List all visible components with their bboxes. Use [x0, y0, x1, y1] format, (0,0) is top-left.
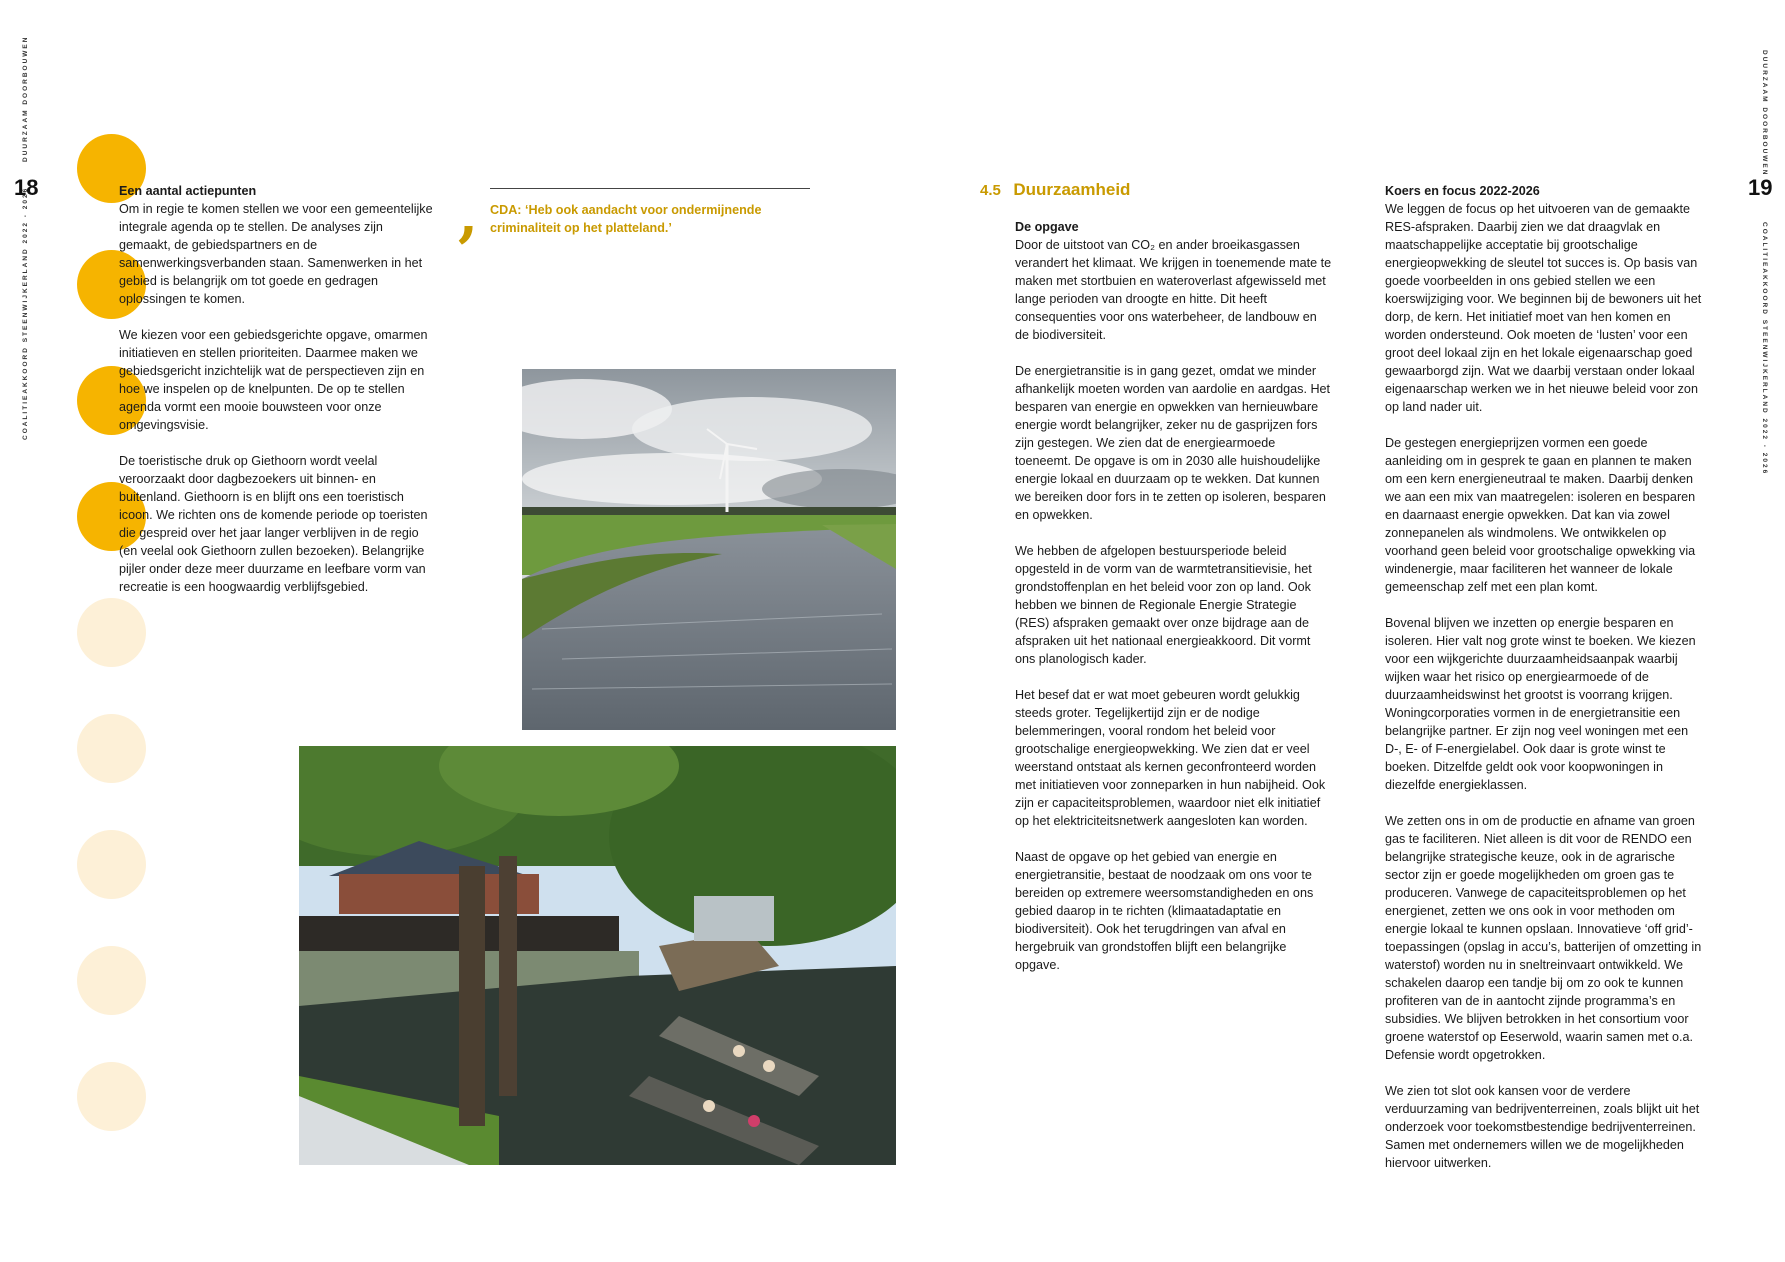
quote-rule: [490, 188, 810, 189]
left-heading: Een aantal actiepunten: [119, 184, 257, 198]
left-column: [119, 182, 437, 614]
decorative-circle: [77, 946, 146, 1015]
section-heading: [980, 180, 1130, 200]
landscape-windmill-photo: [522, 369, 896, 730]
pull-quote: CDA: ‘Heb ook aandacht voor ondermijnende criminaliteit op het platteland.’: [490, 203, 762, 235]
right-paragraph: De gestegen energieprijzen vormen een goede aanleiding om in gesprek te gaan en plannen te maken om een kern energieneutraal te maken. Daarbij denken we aan een mix van maatregelen: isoleren en besparen en daarnaast energie opwekken. Dat kan via zowel zonnepanelen als windmolens. We ontwikkelen op voorhand geen beleid voor grootschalige opwekking via windenergie, maar faciliteren het wanneer de lokale gemeenschap zelf met een plan komt.: [1385, 436, 1696, 594]
page-number-left: 18: [14, 175, 39, 200]
middle-paragraph: Door de uitstoot van CO₂ en ander broeikasgassen verandert het klimaat. We krijgen in toenemende mate te maken met stortbuien en wateroverlast afgewisseld met lange perioden van droogte en hitte. Dit heeft consequenties voor ons waterbeheer, de landbouw en de biodiversiteit.: [1015, 238, 1332, 342]
page-number-right: 19: [1748, 175, 1773, 200]
quote-mark-icon: ,: [458, 181, 479, 249]
giethoorn-canal-photo: [299, 746, 896, 1165]
decorative-circle: [77, 830, 146, 899]
right-paragraph: Bovenal blijven we inzetten op energie besparen en isoleren. Hier valt nog grote winst te boeken. We kiezen voor een wijkgerichte duurzaamheidsaanpak waarbij wijken waar het risico op energiearmoede of de duurzaamheidswinst het grootst is voorrang krijgen. Woningcorporaties vormen in de energietransitie een belangrijke partner. Er zijn nog veel woningen met een D-, E- of F-energielabel. Ook daar is grote winst te boeken. Ditzelfde geldt ook voor koopwoningen in diezelfde energieklassen.: [1385, 616, 1696, 792]
running-title-right: DUURZAAM DOORBOUWEN: [1761, 50, 1768, 177]
middle-paragraph: Het besef dat er wat moet gebeuren wordt gelukkig steeds groter. Tegelijkertijd zijn er de nodige belemmeringen, vooral rondom het beleid voor grootschalige energieopwekking. We zien dat er veel weerstand ontstaat als kernen geconfronteerd worden met initiatieven voor zonneparken in hun nabijheid. Ook zijn er capaciteitsproblemen, waardoor niet elk initiatief op het elektriciteitsnetwerk aangesloten kan worden.: [1015, 688, 1326, 828]
right-paragraph: We leggen de focus op het uitvoeren van de gemaakte RES-afspraken. Daarbij zien we dat draagvlak en maatschappelijke acceptatie bij grootschalige energieopwekking de sleutel tot succes is. Op basis van goede voorbeelden in ons gebied stellen we een koerswijziging voor. We beginnen bij de bewoners uit het dorp, de kern. Het initiatief moet van hen komen en worden ondersteund. Ook moeten de ‘lusten’ voor een groot deel lokaal zijn en het lokale eigenaarschap goed gewaarborgd zijn. Wat we daarbij verstaan onder lokaal eigenaarschap werken we in het nieuwe beleid voor zon op land nader uit.: [1385, 202, 1702, 414]
decorative-circle: [77, 1062, 146, 1131]
right-paragraph: We zetten ons in om de productie en afname van groen gas te faciliteren. Niet alleen is dit voor de RENDO een belangrijke strategische keuze, ook in de agrarische sector zijn er goede mogelijkheden om groen gas te produceren. Vanwege de capaciteitsproblemen op het energienet, zetten we ons ook in voor methoden om energie lokaal te kunnen opslaan. Innovatieve ‘off grid’-toepassingen (opslag in accu’s, batterijen of omzetting in waterstof) worden nu in sneltreinvaart ontwikkeld. We schakelen daarop een tandje bij om zo ook te kunnen profiteren van de in aantocht zijnde programma’s en subsidies. We blijven betrokken in het consortium voor groene waterstof op Eeserwold, waarin samen met o.a. Defensie wordt opgetrokken.: [1385, 814, 1702, 1062]
decorative-circle: [77, 714, 146, 783]
middle-paragraph: Naast de opgave op het gebied van energie en energietransitie, bestaat de noodzaak om ons voor te bereiden op extremere weersomstandigheden en ons gebied daarop in te richten (klimaatadaptatie en biodiversiteit). Ook het terugdringen van afval en hergebruik van grondstoffen blijft een belangrijke opgave.: [1015, 850, 1314, 972]
running-title-left: DUURZAAM DOORBOUWEN: [22, 35, 29, 162]
right-paragraph: We zien tot slot ook kansen voor de verdere verduurzaming van bedrijventerreinen, zoals blijkt uit het onderzoek voor toekomstbestendige bedrijventerreinen. Samen met ondernemers willen we de mogelijkheden hiervoor uitwerken.: [1385, 1084, 1700, 1170]
running-subtitle-left: COALITIEAKKOORD STEENWIJKERLAND 2022 - 2026: [22, 186, 29, 440]
middle-paragraph: De energietransitie is in gang gezet, omdat we minder afhankelijk moeten worden van aardolie en aardgas. Het besparen van energie en opwekken van hernieuwbare energie wordt belangrijker, zeker nu de gasprijzen fors zijn gestegen. We zien dat de energiearmoede toeneemt. De opgave is om in 2030 alle huishoudelijke energie lokaal en duurzaam op te wekken. Dat kunnen we bereiken door fors in te zetten op isoleren, besparen en opwekken.: [1015, 364, 1331, 522]
middle-column: [1015, 218, 1333, 992]
section-title: Duurzaamheid: [1013, 180, 1131, 199]
section-number: 4.5: [980, 182, 1001, 199]
left-paragraph: We kiezen voor een gebiedsgerichte opgave, omarmen initiatieven en stellen prioriteiten. Daarmee maken we gebiedsgericht inzichtelijk wat de perspectieven zijn en hoe we inspelen op de knelpunten. De op te stellen agenda vormt een mooie bouwsteen voor onze omgevingsvisie.: [119, 328, 428, 432]
middle-paragraph: We hebben de afgelopen bestuursperiode beleid opgesteld in de vorm van de warmtetransitievisie, het grondstoffenplan en het beleid voor zon op land. Ook hebben we binnen de Regionale Energie Strategie (RES) afspraken gemaakt over onze bijdrage aan de afspraken uit het nationaal energieakkoord. Dit vormt ons planologisch kader.: [1015, 544, 1312, 666]
subheading: De opgave: [1015, 220, 1079, 234]
left-paragraph: Om in regie te komen stellen we voor een gemeentelijke integrale agenda op te stellen. De analyses zijn gemaakt, de gebiedspartners en de samenwerkingsverbanden staan. Samenwerken in het gebied is belangrijk om tot goede en gedragen oplossingen te komen.: [119, 202, 433, 306]
right-heading: Koers en focus 2022-2026: [1385, 184, 1540, 198]
running-subtitle-right: COALITIEAKKOORD STEENWIJKERLAND 2022 - 2026: [1761, 222, 1768, 476]
right-column: [1385, 182, 1705, 1190]
left-paragraph: De toeristische druk op Giethoorn wordt veelal veroorzaakt door dagbezoekers uit binnen- en buitenland. Giethoorn is en blijft ons een toeristisch icoon. We richten ons de komende periode op toeristen die gespreid over het jaar langer verblijven in de regio (en veelal ook Giethoorn zullen bezoeken). Belangrijke pijler onder deze meer duurzame en leefbare vorm van recreatie is een hoogwaardig verblijfsgebied.: [119, 454, 428, 594]
